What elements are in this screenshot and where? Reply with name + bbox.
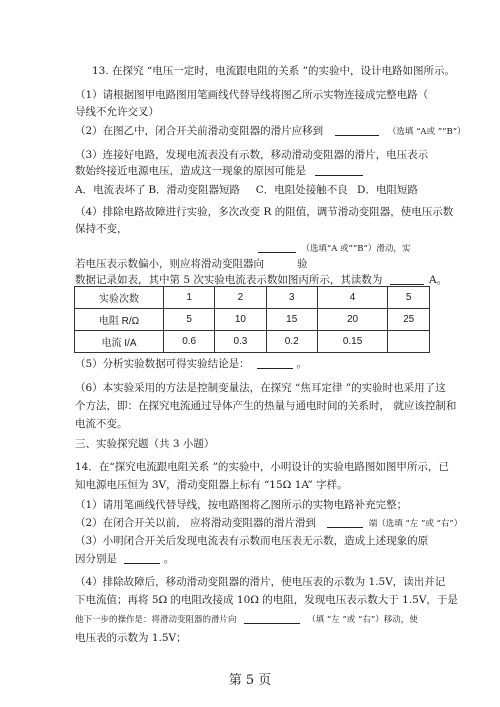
data-table	[74, 286, 430, 353]
q13-part4-line4	[75, 273, 448, 287]
answer-blank[interactable]	[335, 124, 379, 136]
q13-part2	[75, 124, 466, 139]
table-cell: 0.2	[266, 331, 317, 353]
q13-part4-line3	[75, 257, 440, 271]
choice-d[interactable]: D．电阻短路	[357, 184, 418, 196]
q14-part1: （1）请用笔画线代替导线，按电路图将乙图所示的实物电路补充完整；	[75, 499, 408, 511]
q13-part6-line3: 电流不变。	[75, 418, 128, 430]
section-heading: 三、实验探究题（共 3 小题）	[75, 438, 215, 450]
q13-choices	[75, 183, 440, 197]
q14-part4-line4: 电压表的示数为 1.5V；	[75, 632, 187, 644]
q13-part1-line1: （1）请根据图甲电路图用笔画线代替导线将图乙所示实物连接成完整电路（	[75, 89, 429, 101]
answer-blank[interactable]	[257, 357, 293, 369]
q14-part4-text: 他下一步的操作是：将滑动变阻器的滑片向	[75, 615, 237, 625]
choice-a[interactable]: A．电流表坏了	[75, 184, 146, 196]
q13-part6-line1: （6）本实验采用的方法是控制变量法，在探究 “焦耳定律 ”的实验时也采用了这	[75, 382, 446, 394]
choice-c[interactable]: C．电阻处接触不良	[255, 184, 348, 196]
q13-part2-hint: （选填 “A或 ”“B”）	[387, 127, 466, 137]
table-row	[75, 331, 430, 353]
q14-intro-line2: 知电源电压恒为 3V，滑动变阻器上标有 “15Ω 1A” 字样。	[75, 479, 348, 491]
table-cell	[388, 331, 430, 353]
q14-part4-line3	[75, 612, 440, 627]
q13-part4-hint: （选填“A 或”“B”）滑动，实	[301, 244, 411, 254]
q14-part4-hint: （填 “左 ”或 “右”）移动，使	[307, 615, 418, 625]
table-cell: 0.15	[317, 331, 387, 353]
answer-blank[interactable]	[315, 164, 363, 176]
q13-part5-text: （5）分析实验数据可得实验结论是：	[75, 358, 250, 370]
q13-part3-line2	[75, 164, 440, 178]
q13-part1-line2: 导线不允许交叉）	[75, 106, 159, 118]
answer-blank[interactable]	[390, 273, 424, 285]
q14-part3-line2	[75, 552, 440, 566]
table-cell: 0.6	[164, 331, 215, 353]
answer-blank[interactable]	[258, 241, 296, 253]
table-cell: 15	[266, 309, 317, 331]
q13-part4-line1: （4）排除电路故障进行实验，多次改变 R 的阻值，调节滑动变阻器，使电压示数	[75, 206, 454, 218]
q14-part3-end: 。	[163, 553, 175, 565]
q14-part3-line1: （3）小明闭合开关后发现电流表有示数而电压表无示数，造成上述现象的原	[75, 535, 429, 547]
q13-part4-text: 若电压表示数偏小，则应将滑动变阻器向	[75, 258, 264, 270]
table-cell: 2	[215, 287, 266, 309]
answer-blank[interactable]	[124, 552, 160, 564]
table-cell: 25	[388, 309, 430, 331]
q14-part4-line1: （4）排除故障后，移动滑动变阻器的滑片，使电压表的示数为 1.5V，读出并记	[75, 576, 446, 588]
table-row	[75, 309, 430, 331]
q14-part2-text: （2）在闭合开关以前， 应将滑动变阻器的滑片滑到	[75, 517, 317, 529]
q13-part5	[75, 357, 440, 371]
table-cell: 0.3	[215, 331, 266, 353]
table-cell: 10	[215, 309, 266, 331]
q13-intro: 13. 在探究 “电压一定时，电流跟电阻的关系 ”的实验中，设计电路如图所示。	[92, 65, 455, 77]
choice-b[interactable]: B．滑动变阻器短路	[148, 184, 241, 196]
q13-part5-end: 。	[296, 358, 307, 370]
q13-part4-text-cont: 验	[297, 258, 308, 270]
q13-part4-hint-line	[258, 241, 440, 256]
q14-part4-line2: 下电流值；再将 5Ω 的电阻改接成 10Ω 的电阻，发现电压表示数大于 1.5V，于是	[75, 594, 458, 606]
q13-part3-text: 数始终接近电源电压，造成这一现象的原因可能是	[75, 165, 306, 177]
table-cell: 20	[317, 309, 387, 331]
table-cell: 1	[164, 287, 215, 309]
table-cell: 3	[266, 287, 317, 309]
q13-part4-unit: A。	[429, 274, 448, 286]
table-cell: 4	[317, 287, 387, 309]
answer-blank[interactable]	[327, 516, 363, 528]
answer-blank[interactable]	[244, 612, 300, 624]
q14-part3-text: 因分别是	[75, 553, 117, 565]
q14-part2-hint: 端（选填 “左 ”或 “右”）	[368, 519, 463, 529]
q13-part6-line2: 个方法，即：在探究电流通过导体产生的热量与通电时间的关系时， 就应该控制和	[75, 400, 457, 412]
q13-part4-reading-text: 数据记录如表，其中第 5 次实验电流表示数如图丙所示，其读数为	[75, 274, 383, 286]
q13-part2-text: （2）在图乙中，闭合开关前滑动变阻器的滑片应移到	[75, 125, 324, 137]
table-row-header: 电流 I/A	[75, 331, 164, 353]
q13-part3-line1: （3）连接好电路，发现电流表没有示数，移动滑动变阻器的滑片，电压表示	[75, 149, 429, 161]
page-number: 第 5 页	[228, 673, 272, 688]
table-cell: 5	[164, 309, 215, 331]
table-row-header: 电阻 R/Ω	[75, 309, 164, 331]
q13-part4-line2: 保持不变，	[75, 223, 128, 235]
q14-part2	[75, 516, 463, 531]
q14-intro-line1: 14．在“探究电流跟电阻关系 ”的实验中，小明设计的实验电路图如图甲所示，已	[75, 461, 449, 473]
table-row-header: 实验次数	[75, 287, 164, 309]
table-row	[75, 287, 430, 309]
table-cell: 5	[388, 287, 430, 309]
